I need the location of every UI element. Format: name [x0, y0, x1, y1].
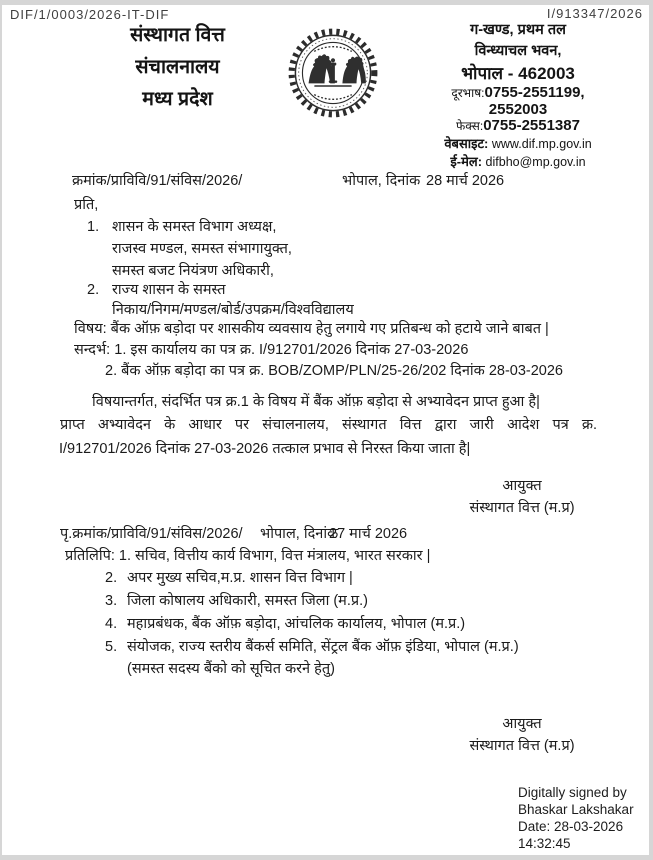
- copy-item-3-text: जिला कोषालय अधिकारी, समस्त जिला (म.प्र.): [127, 593, 368, 609]
- address-line-3: भोपाल - 462003: [461, 64, 575, 83]
- email-value: difbho@mp.gov.in: [485, 154, 586, 169]
- signature-block-1: [410, 475, 634, 519]
- copy-note: (समस्त सदस्य बैंको को सूचित करने हेतु): [127, 661, 335, 677]
- copy-item-5-text: संयोजक, राज्य स्तरीय बैंकर्स समिति, सेंट्रल बैंक ऑफ़ इंडिया, भोपाल (म.प्र.): [127, 639, 519, 655]
- phone-line-2: [389, 102, 647, 119]
- to-label: प्रति,: [74, 197, 99, 213]
- website-label: वेबसाइट:: [444, 135, 489, 151]
- file-ref-right: I/913347/2026: [546, 6, 643, 21]
- copy-item-3: [105, 591, 368, 611]
- recipient-1-line-2: राजस्व मण्डल, समस्त संभागायुक्त,: [112, 241, 292, 257]
- subject-label: विषय:: [74, 321, 107, 337]
- phone-line: [389, 85, 647, 102]
- copy-item-1: [65, 546, 430, 566]
- signatory-title-2: आयुक्त: [502, 716, 542, 732]
- body-paragraph-1: विषयान्तर्गत, संदर्भित पत्र क्र.1 के विषय में बैंक ऑफ़ बड़ोदा से अभ्यावेदन प्राप्त हुआ है|: [92, 394, 540, 410]
- recipient-1-number: 1.: [87, 219, 100, 235]
- copy-item-1-number: 1.: [118, 548, 132, 564]
- recipient-2-line-1: [87, 280, 225, 300]
- copy-item-1-text: सचिव, वित्तीय कार्य विभाग, वित्त मंत्रालय, भारत सरकार |: [135, 548, 431, 564]
- address-line-1: ग-खण्ड, प्रथम तल: [470, 22, 566, 38]
- copy-item-5-number: 5.: [105, 639, 118, 655]
- reference-line-2: 2. बैंक ऑफ़ बड़ोदा का पत्र क्र. BOB/ZOMP/PLN/25-26/202 दिनांक 28-03-2026: [105, 363, 563, 379]
- body-paragraph-2-line-2: I/912701/2026 दिनांक 27-03-2026 तत्काल प्रभाव से निरस्त किया जाता है|: [59, 441, 471, 457]
- digital-signature-line-3: Date: 28-03-2026: [518, 819, 624, 834]
- reference-label: सन्दर्भ:: [74, 342, 111, 358]
- fax-label: फेक्स:: [456, 119, 484, 133]
- copy-item-2-text: अपर मुख्य सचिव,म.प्र. शासन वित्त विभाग |: [127, 570, 353, 586]
- file-ref-left: DIF/1/0003/2026-IT-DIF: [10, 7, 170, 22]
- subject-line: [74, 319, 549, 339]
- website-value: www.dif.mp.gov.in: [491, 136, 592, 151]
- copy-item-2-number: 2.: [105, 570, 118, 586]
- org-line-2: संचालनालय: [135, 56, 220, 78]
- signatory-org-1: संस्थागत वित्त (म.प्र): [469, 500, 575, 516]
- website-line: [389, 135, 647, 153]
- recipient-2-text-1: राज्य शासन के समस्त: [112, 282, 226, 298]
- letter-number: क्रमांक/प्राविवि/91/संविस/2026/: [72, 173, 243, 189]
- copy-item-2: [105, 568, 353, 588]
- email-label: ई-मेल:: [450, 153, 483, 169]
- phone-number-2: 2552003: [488, 100, 548, 118]
- office-address-block: [389, 20, 647, 171]
- copy-item-4: [105, 614, 465, 634]
- phone-label: दूरभाष:: [451, 86, 485, 100]
- reference-line-1: [74, 340, 468, 360]
- endorsement-place-date-label: भोपाल, दिनांक: [260, 526, 339, 542]
- digital-signature-line-1: Digitally signed by: [518, 785, 627, 800]
- mp-state-seal-icon: [286, 25, 380, 126]
- address-line-2: विन्ध्याचल भवन,: [474, 43, 562, 59]
- digital-signature-stamp: [518, 784, 653, 852]
- endorsement-number: पृ.क्रमांक/प्राविवि/91/संविस/2026/: [60, 526, 243, 542]
- copy-label: प्रतिलिपि:: [65, 548, 115, 564]
- endorsement-date: 27 मार्च 2026: [329, 526, 408, 542]
- copy-item-4-text: महाप्रबंधक, बैंक ऑफ़ बड़ोदा, आंचलिक कार्यालय, भोपाल (म.प्र.): [127, 616, 466, 632]
- digital-signature-line-2: Bhaskar Lakshakar: [518, 802, 634, 817]
- org-line-1: संस्थागत वित्त: [130, 24, 225, 46]
- signatory-title-1: आयुक्त: [502, 478, 542, 494]
- signatory-org-2: संस्थागत वित्त (म.प्र): [469, 738, 575, 754]
- copy-item-3-number: 3.: [105, 593, 118, 609]
- phone-number-1: 0755-2551199,: [484, 84, 585, 101]
- fax-number: 0755-2551387: [483, 117, 580, 134]
- recipient-2-line-2: निकाय/निगम/मण्डल/बोर्ड/उपक्रम/विश्वविद्यालय: [112, 302, 354, 318]
- org-line-3: मध्य प्रदेश: [142, 88, 213, 110]
- email-line: [389, 153, 647, 171]
- fax-line: [389, 118, 647, 135]
- recipient-1-line-1: [87, 217, 276, 237]
- letter-page: [2, 5, 649, 855]
- copy-item-5: [105, 637, 519, 657]
- recipient-2-number: 2.: [87, 282, 100, 298]
- body-paragraph-2-line-1: प्राप्त अभ्यावेदन के आधार पर संचालनालय, संस्थागत वित्त द्वारा जारी आदेश पत्र क्र.: [60, 417, 597, 433]
- recipient-1-line-3: समस्त बजट नियंत्रण अधिकारी,: [112, 263, 274, 279]
- copy-item-4-number: 4.: [105, 616, 118, 632]
- signature-block-2: [410, 713, 634, 757]
- department-name: [70, 19, 285, 115]
- subject-text: बैंक ऑफ़ बड़ोदा पर शासकीय व्यवसाय हेतु लगाये गए प्रतिबन्ध को हटाये जाने बाबत |: [110, 321, 549, 337]
- digital-signature-line-4: 14:32:45: [518, 836, 571, 851]
- reference-1-text: 1. इस कार्यालय का पत्र क्र. I/912701/2026 दिनांक 27-03-2026: [114, 342, 469, 358]
- place-date-label: भोपाल, दिनांक: [342, 173, 421, 189]
- letter-date: 28 मार्च 2026: [426, 173, 505, 189]
- recipient-1-text-1: शासन के समस्त विभाग अध्यक्ष,: [112, 219, 277, 235]
